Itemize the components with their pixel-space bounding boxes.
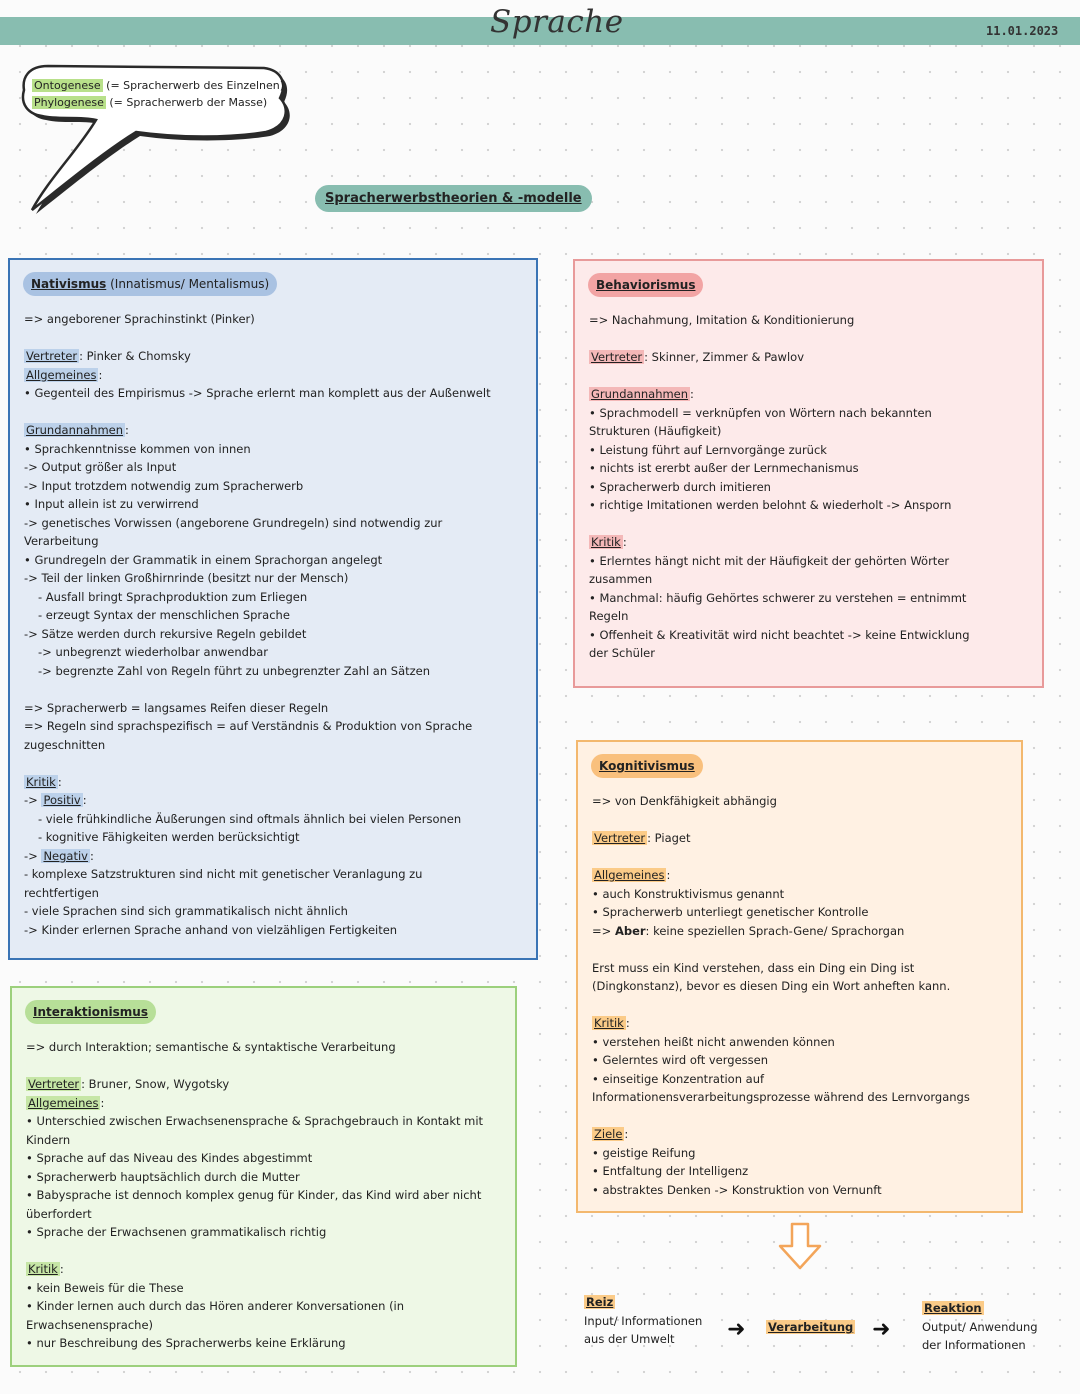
- text-line: Kritik :: [28, 1262, 64, 1276]
- text-line: (Dingkonstanz), bevor es diesen Ding ein Wort anheften kann.: [592, 979, 951, 993]
- text-line: Verarbeitung: [24, 534, 99, 548]
- text-line: -> unbegrenzt wiederholbar anwendbar: [38, 645, 269, 659]
- text-line: [24, 329, 522, 348]
- text-line: • einseitige Konzentration auf: [592, 1071, 765, 1086]
- text-line: - komplexe Satzstrukturen sind nicht mit genetischer Veranlagung zu: [24, 867, 423, 881]
- text-line: • Input allein ist zu verwirrend: [24, 497, 199, 511]
- text-line: - erzeugt Syntax der menschlichen Sprache: [38, 608, 290, 622]
- text-line: [589, 330, 1028, 349]
- text-line: => Regeln sind sprachspezifisch = auf Verständnis & Produktion von Sprache: [24, 719, 473, 733]
- text-line: -> genetisches Vorwissen (angeborene Grundregeln) sind notwendig zur: [24, 515, 443, 530]
- nativismus-box: [8, 258, 538, 960]
- reiz-text-2: aus der Umwelt: [584, 1332, 675, 1346]
- text-line: Strukturen (Häufigkeit): [589, 424, 722, 438]
- behaviorismus-title: Behaviorismus: [588, 273, 703, 297]
- text-line: rechtfertigen: [24, 885, 99, 900]
- arrow-right-icon: ➜: [872, 1317, 891, 1342]
- text-line: • Gelerntes wird oft vergessen: [592, 1053, 768, 1067]
- behaviorismus-box: [573, 259, 1044, 688]
- text-line: -> Input trotzdem notwendig zum Spracherwerb: [24, 478, 304, 493]
- text-line: • nichts ist ererbt außer der Lernmechanismus: [589, 461, 859, 475]
- text-line: [24, 403, 522, 422]
- text-line: • verstehen heißt nicht anwenden können: [592, 1034, 835, 1049]
- reaktion-text-2: der Informationen: [922, 1338, 1026, 1352]
- text-line: -> Kinder erlernen Sprache anhand von vielzähligen Fertigkeiten: [24, 922, 398, 937]
- text-line: • Sprache der Erwachsenen grammatikalisch richtig: [26, 1225, 327, 1239]
- reaktion-label: Reaktion: [924, 1301, 982, 1315]
- section-title: Spracherwerbstheorien & -modelle: [315, 185, 592, 212]
- interaktionismus-content: [26, 1038, 501, 1353]
- text-line: • kein Beweis für die These: [26, 1280, 184, 1295]
- text-line: Allgemeines :: [26, 367, 103, 382]
- def-phylogenese: (= Spracherwerb der Masse): [109, 96, 268, 109]
- text-line: Erst muss ein Kind verstehen, dass ein Ding ein Ding ist: [592, 960, 915, 975]
- text-line: • richtige Imitationen werden belohnt & wiederholt -> Ansporn: [589, 498, 952, 512]
- text-line: - kognitive Fähigkeiten werden berücksichtigt: [38, 830, 300, 844]
- text-line: => Nachahmung, Imitation & Konditionierung: [589, 313, 855, 327]
- text-line: [592, 848, 1007, 867]
- text-line: Ziele :: [594, 1127, 629, 1141]
- text-line: -> Output größer als Input: [24, 460, 177, 474]
- text-line: • nur Beschreibung des Spracherwerbs keine Erklärung: [26, 1336, 346, 1350]
- text-line: Regeln: [589, 609, 629, 623]
- flow-reaktion: [922, 1299, 1038, 1355]
- text-line: [592, 996, 1007, 1015]
- text-line: • Gegenteil des Empirismus -> Sprache erlernt man komplett aus der Außenwelt: [24, 386, 491, 400]
- text-line: [26, 1057, 501, 1076]
- text-line: - viele frühkindliche Äußerungen sind oftmals ähnlich bei vielen Personen: [38, 811, 462, 826]
- text-line: Vertreter : Pinker & Chomsky: [26, 349, 191, 363]
- text-line: der Schüler: [589, 646, 655, 660]
- nativismus-content: [24, 310, 522, 939]
- text-line: => angeborener Sprachinstinkt (Pinker): [24, 312, 255, 326]
- page-title: Sprache: [490, 4, 624, 40]
- text-line: Informationensverarbeitungsprozesse während des Lernvorgangs: [592, 1090, 970, 1104]
- text-line: Vertreter : Piaget: [594, 831, 691, 845]
- text-line: -> Positiv :: [24, 793, 87, 807]
- text-line: • Spracherwerb durch imitieren: [589, 479, 771, 494]
- flow-verarbeitung: [766, 1318, 855, 1337]
- text-line: • Grundregeln der Grammatik in einem Sprachorgan angelegt: [24, 552, 383, 567]
- text-line: - Ausfall bringt Sprachproduktion zum Erliegen: [38, 589, 308, 604]
- text-line: [589, 367, 1028, 386]
- term-ontogenese: Ontogenese: [34, 79, 101, 92]
- text-line: [592, 811, 1007, 830]
- kognitivismus-title: Kognitivismus: [591, 754, 703, 778]
- text-line: • Offenheit & Kreativität wird nicht beachtet -> keine Entwicklung: [589, 627, 970, 642]
- text-line: Grundannahmen :: [26, 423, 129, 437]
- behaviorismus-content: [589, 311, 1028, 663]
- text-line: • Babysprache ist dennoch komplex genug für Kinder, das Kind wird aber nicht: [26, 1188, 482, 1202]
- text-line: => Aber: keine speziellen Sprach-Gene/ Sprachorgan: [592, 923, 905, 938]
- def-ontogenese: (= Spracherwerb des Einzelnen): [106, 79, 285, 92]
- text-line: -> Negativ :: [24, 848, 94, 863]
- interaktionismus-title: Interaktionismus: [25, 1000, 156, 1024]
- flow-reiz: [584, 1293, 702, 1349]
- text-line: • Erlerntes hängt nicht mit der Häufigkeit der gehörten Wörter: [589, 553, 950, 568]
- text-line: • Sprachkenntnisse kommen von innen: [24, 441, 251, 456]
- text-line: -> begrenzte Zahl von Regeln führt zu unbegrenzter Zahl an Sätzen: [38, 663, 431, 678]
- text-line: • geistige Reifung: [592, 1145, 696, 1160]
- arrow-right-icon: ➜: [727, 1317, 746, 1342]
- text-line: [24, 754, 522, 773]
- text-line: Vertreter : Bruner, Snow, Wygotsky: [28, 1077, 230, 1091]
- text-line: • Sprachmodell = verknüpfen von Wörtern nach bekannten: [589, 405, 932, 420]
- text-line: • Spracherwerb unterliegt genetischer Kontrolle: [592, 905, 869, 919]
- text-line: [24, 680, 522, 699]
- text-line: Grundannahmen :: [591, 387, 694, 401]
- text-line: [26, 1242, 501, 1261]
- text-line: Vertreter : Skinner, Zimmer & Pawlov: [591, 350, 804, 364]
- text-line: Allgemeines :: [594, 868, 671, 882]
- text-line: zugeschnitten: [24, 737, 106, 752]
- text-line: Kritik :: [591, 535, 627, 549]
- reaktion-text-1: Output/ Anwendung: [922, 1319, 1038, 1334]
- interaktionismus-box: [10, 986, 517, 1367]
- text-line: • Spracherwerb hauptsächlich durch die Mutter: [26, 1169, 300, 1184]
- kognitivismus-content: [592, 792, 1007, 1199]
- text-line: -> Sätze werden durch rekursive Regeln gebildet: [24, 626, 307, 641]
- text-line: Kritik :: [26, 774, 62, 789]
- text-line: • Sprache auf das Niveau des Kindes abgestimmt: [26, 1151, 313, 1165]
- text-line: => von Denkfähigkeit abhängig: [592, 794, 777, 808]
- text-line: => durch Interaktion; semantische & syntaktische Verarbeitung: [26, 1040, 396, 1054]
- text-line: überfordert: [26, 1206, 92, 1221]
- text-line: • abstraktes Denken -> Konstruktion von Vernunft: [592, 1182, 882, 1197]
- text-line: • Kinder lernen auch durch das Hören anderer Konversationen (in: [26, 1299, 405, 1313]
- text-line: => Spracherwerb = langsames Reifen dieser Regeln: [24, 700, 329, 715]
- page-date: 11.01.2023: [986, 24, 1059, 38]
- reiz-label: Reiz: [586, 1295, 614, 1309]
- text-line: • Unterschied zwischen Erwachsenensprache & Sprachgebrauch in Kontakt mit: [26, 1114, 484, 1128]
- text-line: [592, 940, 1007, 959]
- nativismus-title: Nativismus (Innatismus/ Mentalismus): [23, 272, 277, 296]
- term-phylogenese: Phylogenese: [34, 96, 104, 109]
- text-line: zusammen: [589, 572, 653, 586]
- verarbeitung-label: Verarbeitung: [768, 1320, 854, 1334]
- text-line: Erwachsenensprache): [26, 1317, 154, 1332]
- text-line: • Manchmal: häufig Gehörtes schwerer zu verstehen = entnimmt: [589, 590, 967, 605]
- text-line: -> Teil der linken Großhirnrinde (besitzt nur der Mensch): [24, 571, 349, 585]
- text-line: Allgemeines :: [28, 1095, 105, 1110]
- reiz-text-1: Input/ Informationen: [584, 1313, 703, 1328]
- text-line: Kindern: [26, 1132, 71, 1147]
- text-line: • auch Konstruktivismus genannt: [592, 886, 785, 901]
- text-line: - viele Sprachen sind sich grammatikalisch nicht ähnlich: [24, 904, 348, 918]
- arrow-down-icon: [776, 1222, 824, 1270]
- text-line: Kritik :: [594, 1016, 630, 1030]
- text-line: [592, 1107, 1007, 1126]
- kognitivismus-box: [576, 740, 1023, 1213]
- text-line: [589, 515, 1028, 534]
- text-line: • Entfaltung der Intelligenz: [592, 1164, 749, 1178]
- bubble-text: [32, 77, 284, 111]
- text-line: • Leistung führt auf Lernvorgänge zurück: [589, 442, 827, 457]
